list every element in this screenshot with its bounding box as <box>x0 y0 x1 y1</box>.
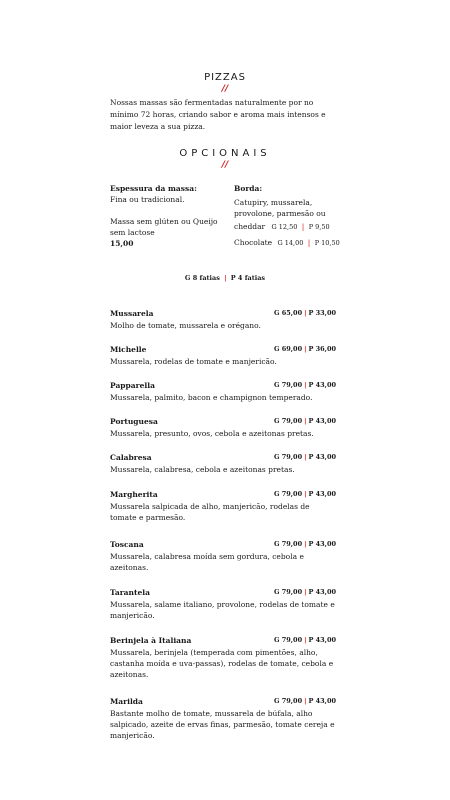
gluten-price: 15,00 <box>110 239 134 248</box>
menu-item-price <box>274 309 336 317</box>
price-p: P 36,00 <box>308 345 336 353</box>
cheddar-row <box>234 221 344 233</box>
menu-item-description: Mussarela salpicada de alho, manjericão, rodelas de tomate e parmesão. <box>110 502 310 522</box>
menu-item-description: Mussarela, rodelas de tomate e manjericão. <box>110 357 277 366</box>
cheddar-price-p: P 9,50 <box>308 223 330 231</box>
menu-item-name: Tarantela <box>110 588 150 597</box>
menu-item-header <box>110 636 336 647</box>
price-separator: | <box>304 588 307 596</box>
menu-item-price <box>274 540 336 548</box>
price-separator: | <box>304 453 307 461</box>
menu-item <box>110 381 336 403</box>
section-title-pizzas: PIZZAS <box>204 72 246 83</box>
menu-item-description: Mussarela, presunto, ovos, cebola e azeitonas pretas. <box>110 429 314 438</box>
menu-item <box>110 345 336 367</box>
cheddar-label: cheddar <box>234 222 266 231</box>
price-separator: | <box>304 417 307 425</box>
menu-item <box>110 417 336 439</box>
size-p: P 4 fatias <box>230 274 266 282</box>
price-separator: | <box>304 345 307 353</box>
chocolate-price-p: P 10,50 <box>314 239 340 247</box>
price-g: G 79,00 <box>273 417 303 425</box>
menu-item-price <box>274 588 336 596</box>
size-legend <box>0 274 450 282</box>
size-g: G 8 fatias <box>184 274 220 282</box>
menu-item <box>110 588 336 621</box>
menu-item-header <box>110 381 336 392</box>
menu-item <box>110 453 336 475</box>
price-g: G 79,00 <box>273 540 303 548</box>
borda-text: Catupiry, mussarela, provolone, parmesão ou <box>234 198 326 218</box>
price-separator: | <box>304 697 307 705</box>
menu-item-name: Michelle <box>110 345 147 354</box>
price-p: P 43,00 <box>308 381 336 389</box>
menu-item-price <box>274 417 336 425</box>
price-p: P 43,00 <box>308 636 336 644</box>
price-g: G 79,00 <box>273 381 303 389</box>
price-separator: | <box>304 540 307 548</box>
menu-item-price <box>274 381 336 389</box>
price-separator: | <box>304 381 307 389</box>
menu-item-description: Mussarela, berinjela (temperada com pimentões, alho, castanha moída e uva-passas), rodelas de tomate, cebola e azeitonas. <box>110 648 334 679</box>
price-p: P 33,00 <box>308 309 336 317</box>
cheddar-price-g: G 12,50 <box>271 223 298 231</box>
price-g: G 65,00 <box>273 309 303 317</box>
menu-item-description: Mussarela, calabresa, cebola e azeitonas pretas. <box>110 465 295 474</box>
price-g: G 79,00 <box>273 490 303 498</box>
menu-item-price <box>274 453 336 461</box>
chocolate-price-g: G 14,00 <box>277 239 304 247</box>
price-p: P 43,00 <box>308 453 336 461</box>
price-p: P 43,00 <box>308 697 336 705</box>
menu-item <box>110 636 336 680</box>
menu-item-name: Margherita <box>110 490 158 499</box>
menu-item-name: Papparella <box>110 381 155 390</box>
menu-item-header <box>110 345 336 356</box>
menu-item-description: Mussarela, salame italiano, provolone, rodelas de tomate e manjericão. <box>110 600 335 620</box>
menu-item-header <box>110 540 336 551</box>
price-p: P 43,00 <box>308 490 336 498</box>
menu-item-name: Mussarela <box>110 309 154 318</box>
menu-item <box>110 697 336 741</box>
menu-item-name: Marilda <box>110 697 143 706</box>
menu-item-name: Berinjela à Italiana <box>110 636 192 645</box>
menu-item-price <box>274 636 336 644</box>
menu-item-name: Calabresa <box>110 453 152 462</box>
price-separator: | <box>304 636 307 644</box>
price-p: P 43,00 <box>308 588 336 596</box>
menu-item-description: Molho de tomate, mussarela e orégano. <box>110 321 261 330</box>
opcionais-divider: // <box>221 160 229 170</box>
menu-item-name: Toscana <box>110 540 144 549</box>
menu-item-header <box>110 588 336 599</box>
menu-item <box>110 309 336 331</box>
menu-item-description: Mussarela, calabresa moída sem gordura, cebola e azeitonas. <box>110 552 304 572</box>
menu-item-description: Mussarela, palmito, bacon e champignon temperado. <box>110 393 313 402</box>
intro-text: Nossas massas são fermentadas naturalmente por no mínimo 72 horas, criando sabor e aroma mais intensos e maior leveza a sua pizza. <box>110 98 326 131</box>
menu-item-header <box>110 309 336 320</box>
price-separator: | <box>301 222 305 231</box>
title-divider: // <box>221 84 229 94</box>
price-separator: | <box>304 309 307 317</box>
price-separator: | <box>307 238 311 247</box>
menu-item-name: Portuguesa <box>110 417 158 426</box>
menu-item-header <box>110 697 336 708</box>
price-p: P 43,00 <box>308 417 336 425</box>
price-g: G 79,00 <box>273 636 303 644</box>
menu-item-price <box>274 345 336 353</box>
menu-item <box>110 540 336 573</box>
price-g: G 79,00 <box>273 588 303 596</box>
espessura-block <box>110 183 225 249</box>
borda-block <box>234 183 344 249</box>
menu-item-price <box>274 697 336 705</box>
menu-item-price <box>274 490 336 498</box>
chocolate-row <box>234 237 344 249</box>
menu-item-header <box>110 417 336 428</box>
price-g: G 69,00 <box>273 345 303 353</box>
menu-item <box>110 490 336 523</box>
menu-item-header <box>110 453 336 464</box>
gluten-text: Massa sem glúten ou Queijo sem lactose <box>110 217 218 237</box>
price-p: P 43,00 <box>308 540 336 548</box>
menu-item-description: Bastante molho de tomate, mussarela de búfala, alho salpicado, azeite de ervas finas, parmesão, tomate cereja e manjericão. <box>110 709 335 740</box>
espessura-text: Fina ou tradicional. <box>110 195 185 204</box>
borda-label: Borda: <box>234 184 263 193</box>
price-separator: | <box>304 490 307 498</box>
price-g: G 79,00 <box>273 697 303 705</box>
espessura-label: Espessura da massa: <box>110 184 197 193</box>
section-title-opcionais: OPCIONAIS <box>179 148 271 159</box>
chocolate-label: Chocolate <box>234 238 273 247</box>
menu-item-header <box>110 490 336 501</box>
size-separator: | <box>224 274 227 282</box>
price-g: G 79,00 <box>273 453 303 461</box>
